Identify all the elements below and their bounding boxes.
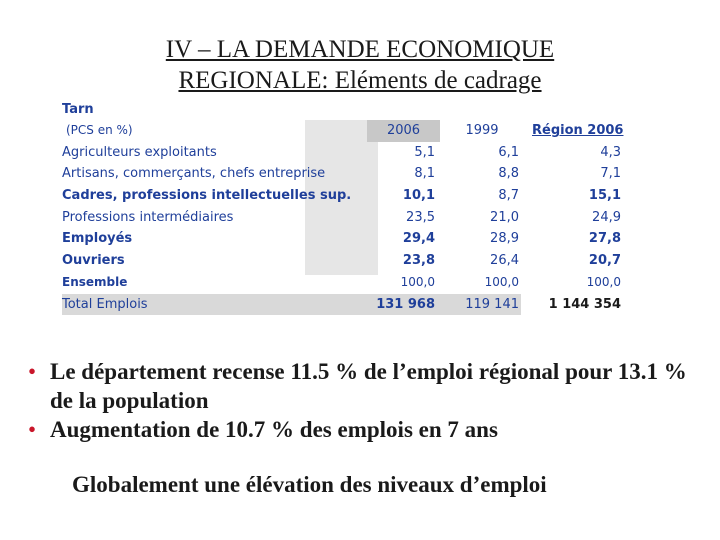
- cell-region: 20,7: [588, 253, 621, 269]
- slide-title-line-1: IV – LA DEMANDE ECONOMIQUE: [165, 36, 555, 63]
- cell-1999: 28,9: [490, 231, 519, 247]
- bullet-list: [28, 357, 708, 444]
- row-label: Employés: [62, 231, 133, 247]
- cell-region: 15,1: [588, 188, 621, 204]
- table-unit-label: (PCS en %): [66, 123, 133, 137]
- cell-region: 100,0: [586, 274, 621, 289]
- bullet-icon: •: [28, 359, 37, 384]
- total-2006: 131 968: [376, 296, 435, 312]
- cell-region: 27,8: [588, 231, 621, 247]
- row-label: Agriculteurs exploitants: [62, 144, 217, 160]
- cell-1999: 100,0: [484, 274, 519, 289]
- cell-2006: 8,1: [414, 166, 435, 182]
- row-label: Cadres, professions intellectuelles sup.: [62, 188, 352, 204]
- cell-1999: 6,1: [498, 144, 519, 160]
- slide-title: [0, 34, 720, 96]
- bullet-icon: •: [28, 417, 37, 442]
- slide-title-line-2: REGIONALE: Eléments de cadrage: [178, 67, 542, 94]
- table-row: [62, 228, 627, 250]
- table-total-row: [62, 294, 621, 316]
- total-region: 1 144 354: [548, 296, 621, 312]
- cell-2006: 100,0: [400, 274, 435, 289]
- cell-1999: 8,8: [498, 166, 519, 182]
- total-1999: 119 141: [465, 296, 519, 312]
- total-label: Total Emplois: [62, 296, 148, 312]
- cell-2006: 5,1: [414, 144, 435, 160]
- row-label: Ensemble: [62, 274, 128, 289]
- table-row: [62, 207, 627, 229]
- bullet-text: Augmentation de 10.7 % des emplois en 7 ans: [50, 417, 498, 442]
- cell-1999: 26,4: [490, 253, 519, 269]
- cell-region: 7,1: [600, 166, 621, 182]
- bullet-text: Le département recense 11.5 % de l’emploi régional pour 13.1 % de la population: [50, 359, 687, 413]
- cell-region: 4,3: [600, 144, 621, 160]
- conclusion-text: Globalement une élévation des niveaux d’emploi: [72, 472, 547, 497]
- column-header-2006: 2006: [367, 120, 440, 142]
- row-label: Artisans, commerçants, chefs entreprise: [62, 166, 326, 182]
- cell-2006: 10,1: [402, 188, 435, 204]
- table-row: [62, 250, 627, 272]
- column-header-region-2006: Région 2006: [532, 123, 624, 138]
- row-label: Professions intermédiaires: [62, 209, 234, 225]
- list-item: [28, 415, 708, 444]
- table-header-row: [62, 120, 627, 142]
- list-item: [28, 357, 708, 415]
- table-region-name: Tarn: [62, 102, 94, 117]
- cell-region: 24,9: [592, 209, 621, 225]
- table-row: [62, 142, 627, 164]
- cell-2006: 23,5: [406, 209, 435, 225]
- table-row: [62, 272, 627, 294]
- table-row: [62, 163, 627, 185]
- cell-2006: 29,4: [402, 231, 435, 247]
- employment-table: [62, 100, 627, 315]
- cell-1999: 8,7: [498, 188, 519, 204]
- cell-1999: 21,0: [490, 209, 519, 225]
- row-label: Ouvriers: [62, 253, 125, 269]
- column-header-1999: 1999: [465, 123, 499, 138]
- cell-2006: 23,8: [402, 253, 435, 269]
- table-row: [62, 185, 627, 207]
